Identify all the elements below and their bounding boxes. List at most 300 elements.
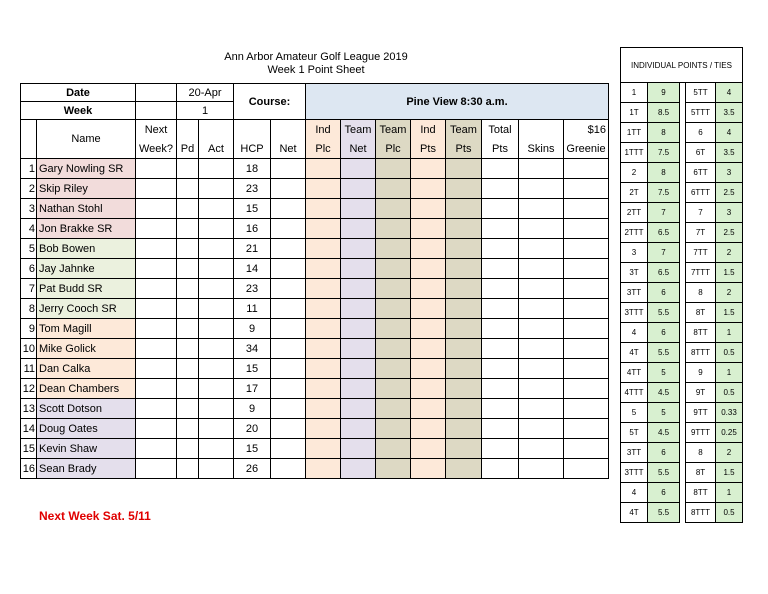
hcp-cell[interactable]: 9 — [234, 319, 271, 339]
net-cell[interactable] — [271, 459, 306, 479]
act-cell[interactable] — [199, 459, 234, 479]
greenie-cell[interactable] — [564, 259, 609, 279]
hcp-cell[interactable]: 26 — [234, 459, 271, 479]
points-place-tie: 5TTT — [686, 103, 716, 123]
ind-pts-cell[interactable] — [411, 159, 446, 179]
skins-cell[interactable] — [519, 459, 564, 479]
act-header: Act — [199, 139, 234, 159]
net-cell[interactable] — [271, 179, 306, 199]
ind-pts-cell[interactable] — [411, 259, 446, 279]
net-cell[interactable] — [271, 399, 306, 419]
pd-cell[interactable] — [177, 399, 199, 419]
ind-pts-cell[interactable] — [411, 199, 446, 219]
total-pts-cell[interactable] — [482, 359, 519, 379]
greenie-header: $16 — [564, 120, 609, 140]
points-value-tie: 1 — [716, 483, 743, 503]
pd-cell[interactable] — [177, 299, 199, 319]
skins-cell[interactable] — [519, 219, 564, 239]
ind-plc-cell[interactable] — [306, 399, 341, 419]
ind-pts-cell[interactable] — [411, 219, 446, 239]
act-cell[interactable] — [199, 339, 234, 359]
player-name: Skip Riley — [37, 179, 136, 199]
player-row — [21, 319, 609, 339]
points-value-tie: 0.25 — [716, 423, 743, 443]
act-cell[interactable] — [199, 419, 234, 439]
team-plc-cell[interactable] — [376, 279, 411, 299]
points-row — [621, 203, 743, 223]
points-place-tie: 9TTT — [686, 423, 716, 443]
hcp-cell[interactable]: 23 — [234, 279, 271, 299]
ind-pts-cell[interactable] — [411, 359, 446, 379]
total-pts-cell[interactable] — [482, 219, 519, 239]
points-place-tie: 9TT — [686, 403, 716, 423]
team-pts-cell[interactable] — [446, 339, 482, 359]
greenie-cell[interactable] — [564, 419, 609, 439]
player-name: Bob Bowen — [37, 239, 136, 259]
player-number: 7 — [21, 279, 37, 299]
points-value-tie: 3 — [716, 163, 743, 183]
greenie-cell[interactable] — [564, 179, 609, 199]
net-cell[interactable] — [271, 339, 306, 359]
skins-cell[interactable] — [519, 399, 564, 419]
date-value[interactable]: 20-Apr — [177, 84, 234, 102]
next-week-cell[interactable] — [136, 339, 177, 359]
player-name: Scott Dotson — [37, 399, 136, 419]
skins-cell[interactable] — [519, 419, 564, 439]
ind-plc-cell[interactable] — [306, 359, 341, 379]
act-cell[interactable] — [199, 179, 234, 199]
player-number: 14 — [21, 419, 37, 439]
next-week-cell[interactable] — [136, 459, 177, 479]
total-pts-cell[interactable] — [482, 279, 519, 299]
team-pts-cell[interactable] — [446, 359, 482, 379]
next-week-cell[interactable] — [136, 379, 177, 399]
hcp-cell[interactable]: 15 — [234, 359, 271, 379]
player-row — [21, 419, 609, 439]
total-pts-header: Total — [482, 120, 519, 140]
greenie-cell[interactable] — [564, 319, 609, 339]
team-pts-cell[interactable] — [446, 219, 482, 239]
hcp-cell[interactable]: 16 — [234, 219, 271, 239]
team-pts-cell[interactable] — [446, 459, 482, 479]
ind-plc-cell[interactable] — [306, 219, 341, 239]
ind-pts-cell[interactable] — [411, 279, 446, 299]
ind-plc-cell[interactable] — [306, 459, 341, 479]
net-cell[interactable] — [271, 299, 306, 319]
ind-pts-cell[interactable] — [411, 419, 446, 439]
player-row — [21, 339, 609, 359]
individual-points-table — [620, 47, 743, 523]
pd-cell[interactable] — [177, 339, 199, 359]
ind-plc-cell[interactable] — [306, 259, 341, 279]
points-value-tie: 1.5 — [716, 303, 743, 323]
greenie-cell[interactable] — [564, 379, 609, 399]
team-plc-cell[interactable] — [376, 319, 411, 339]
team-plc-cell[interactable] — [376, 339, 411, 359]
ind-pts-cell[interactable] — [411, 179, 446, 199]
hcp-cell[interactable]: 18 — [234, 159, 271, 179]
skins-cell[interactable] — [519, 179, 564, 199]
course-label: Course: — [234, 84, 306, 120]
next-week-cell[interactable] — [136, 259, 177, 279]
player-row — [21, 199, 609, 219]
next-week-cell[interactable] — [136, 299, 177, 319]
hcp-cell[interactable]: 21 — [234, 239, 271, 259]
team-plc-header: Team — [376, 120, 411, 140]
greenie-cell[interactable] — [564, 339, 609, 359]
next-week-cell[interactable] — [136, 399, 177, 419]
points-place: 5T — [621, 423, 648, 443]
total-pts-cell[interactable] — [482, 339, 519, 359]
next-week-cell[interactable] — [136, 319, 177, 339]
greenie-cell[interactable] — [564, 399, 609, 419]
act-cell[interactable] — [199, 399, 234, 419]
net-cell[interactable] — [271, 279, 306, 299]
net-cell[interactable] — [271, 259, 306, 279]
greenie-cell[interactable] — [564, 279, 609, 299]
points-row — [621, 243, 743, 263]
net-cell[interactable] — [271, 319, 306, 339]
greenie-cell[interactable] — [564, 239, 609, 259]
act-header-top — [199, 120, 234, 140]
pd-cell[interactable] — [177, 179, 199, 199]
ind-plc-cell[interactable] — [306, 299, 341, 319]
pd-cell[interactable] — [177, 239, 199, 259]
points-place-tie: 8TT — [686, 323, 716, 343]
skins-cell[interactable] — [519, 259, 564, 279]
total-pts-cell[interactable] — [482, 399, 519, 419]
total-pts-cell[interactable] — [482, 379, 519, 399]
total-pts-cell[interactable] — [482, 239, 519, 259]
team-pts-cell[interactable] — [446, 239, 482, 259]
points-row — [621, 463, 743, 483]
next-week-cell[interactable] — [136, 199, 177, 219]
act-cell[interactable] — [199, 319, 234, 339]
points-value-tie: 1.5 — [716, 263, 743, 283]
team-net-cell[interactable] — [341, 199, 376, 219]
team-pts-cell[interactable] — [446, 399, 482, 419]
points-row — [621, 123, 743, 143]
team-net-cell[interactable] — [341, 219, 376, 239]
player-number: 4 — [21, 219, 37, 239]
act-cell[interactable] — [199, 239, 234, 259]
hcp-cell[interactable]: 34 — [234, 339, 271, 359]
player-number: 11 — [21, 359, 37, 379]
next-week-cell[interactable] — [136, 239, 177, 259]
team-pts-cell[interactable] — [446, 159, 482, 179]
total-pts-cell[interactable] — [482, 439, 519, 459]
team-net-cell[interactable] — [341, 399, 376, 419]
points-row — [621, 143, 743, 163]
pd-cell[interactable] — [177, 439, 199, 459]
team-pts-cell[interactable] — [446, 299, 482, 319]
player-name: Pat Budd SR — [37, 279, 136, 299]
points-row — [621, 483, 743, 503]
ind-pts-cell[interactable] — [411, 399, 446, 419]
player-number: 13 — [21, 399, 37, 419]
net-cell[interactable] — [271, 359, 306, 379]
act-cell[interactable] — [199, 259, 234, 279]
course-value[interactable]: Pine View 8:30 a.m. — [306, 84, 609, 120]
player-name: Sean Brady — [37, 459, 136, 479]
pd-cell[interactable] — [177, 459, 199, 479]
next-week-note: Next Week Sat. 5/11 — [39, 509, 151, 523]
team-net-cell[interactable] — [341, 159, 376, 179]
greenie-cell[interactable] — [564, 219, 609, 239]
hcp-cell[interactable]: 9 — [234, 399, 271, 419]
ind-plc-cell[interactable] — [306, 379, 341, 399]
player-number: 6 — [21, 259, 37, 279]
points-row — [621, 263, 743, 283]
player-name: Gary Nowling SR — [37, 159, 136, 179]
hcp-cell[interactable]: 17 — [234, 379, 271, 399]
pd-cell[interactable] — [177, 219, 199, 239]
total-pts-cell[interactable] — [482, 299, 519, 319]
week-value[interactable]: 1 — [177, 102, 234, 120]
player-number: 5 — [21, 239, 37, 259]
greenie-cell[interactable] — [564, 199, 609, 219]
total-pts-cell[interactable] — [482, 419, 519, 439]
act-cell[interactable] — [199, 359, 234, 379]
points-value: 5.5 — [648, 503, 680, 523]
player-number: 16 — [21, 459, 37, 479]
team-pts-cell[interactable] — [446, 199, 482, 219]
point-sheet-table — [20, 83, 609, 479]
team-pts-header-2: Pts — [446, 139, 482, 159]
skins-cell[interactable] — [519, 239, 564, 259]
skins-cell[interactable] — [519, 159, 564, 179]
sheet-title: Ann Arbor Amateur Golf League 2019 — [224, 51, 408, 63]
team-plc-cell[interactable] — [376, 379, 411, 399]
points-place-tie: 8T — [686, 303, 716, 323]
pd-header-top — [177, 120, 199, 140]
team-net-cell[interactable] — [341, 259, 376, 279]
points-value-tie: 2.5 — [716, 223, 743, 243]
ind-pts-cell[interactable] — [411, 459, 446, 479]
player-number: 9 — [21, 319, 37, 339]
pd-cell[interactable] — [177, 159, 199, 179]
team-pts-cell[interactable] — [446, 419, 482, 439]
pd-cell[interactable] — [177, 279, 199, 299]
greenie-cell[interactable] — [564, 359, 609, 379]
next-week-cell[interactable] — [136, 359, 177, 379]
skins-cell[interactable] — [519, 439, 564, 459]
team-pts-cell[interactable] — [446, 259, 482, 279]
player-name: Dean Chambers — [37, 379, 136, 399]
team-pts-cell[interactable] — [446, 379, 482, 399]
points-value: 7 — [648, 243, 680, 263]
act-cell[interactable] — [199, 219, 234, 239]
ind-plc-cell[interactable] — [306, 159, 341, 179]
ind-plc-cell[interactable] — [306, 279, 341, 299]
ind-plc-cell[interactable] — [306, 339, 341, 359]
act-cell[interactable] — [199, 299, 234, 319]
skins-cell[interactable] — [519, 279, 564, 299]
act-cell[interactable] — [199, 199, 234, 219]
team-plc-cell[interactable] — [376, 159, 411, 179]
ind-pts-cell[interactable] — [411, 239, 446, 259]
points-place: 1 — [621, 83, 648, 103]
points-place: 4 — [621, 323, 648, 343]
team-plc-cell[interactable] — [376, 459, 411, 479]
pd-cell[interactable] — [177, 359, 199, 379]
net-cell[interactable] — [271, 419, 306, 439]
ind-plc-cell[interactable] — [306, 319, 341, 339]
team-plc-cell[interactable] — [376, 299, 411, 319]
sheet-subtitle: Week 1 Point Sheet — [267, 64, 365, 76]
greenie-cell[interactable] — [564, 299, 609, 319]
greenie-cell[interactable] — [564, 439, 609, 459]
team-pts-header: Team — [446, 120, 482, 140]
team-plc-cell[interactable] — [376, 359, 411, 379]
points-row — [621, 363, 743, 383]
points-place: 4T — [621, 503, 648, 523]
net-cell[interactable] — [271, 199, 306, 219]
name-header: Name — [37, 120, 136, 159]
next-week-cell[interactable] — [136, 279, 177, 299]
points-place: 3TT — [621, 283, 648, 303]
team-net-cell[interactable] — [341, 279, 376, 299]
points-place: 2T — [621, 183, 648, 203]
team-net-cell[interactable] — [341, 339, 376, 359]
points-value-tie: 1 — [716, 323, 743, 343]
team-net-cell[interactable] — [341, 379, 376, 399]
next-week-cell[interactable] — [136, 419, 177, 439]
net-cell[interactable] — [271, 159, 306, 179]
next-week-cell[interactable] — [136, 439, 177, 459]
next-week-cell[interactable] — [136, 219, 177, 239]
act-cell[interactable] — [199, 279, 234, 299]
hcp-cell[interactable]: 15 — [234, 199, 271, 219]
points-place: 4T — [621, 343, 648, 363]
next-week-cell[interactable] — [136, 179, 177, 199]
skins-cell[interactable] — [519, 339, 564, 359]
team-plc-cell[interactable] — [376, 239, 411, 259]
player-name: Nathan Stohl — [37, 199, 136, 219]
team-net-cell[interactable] — [341, 299, 376, 319]
total-pts-cell[interactable] — [482, 199, 519, 219]
team-net-cell[interactable] — [341, 419, 376, 439]
points-value-tie: 4 — [716, 83, 743, 103]
team-plc-cell[interactable] — [376, 259, 411, 279]
ind-pts-cell[interactable] — [411, 439, 446, 459]
ind-plc-cell[interactable] — [306, 239, 341, 259]
points-place-tie: 8TTT — [686, 343, 716, 363]
skins-cell[interactable] — [519, 299, 564, 319]
team-plc-cell[interactable] — [376, 399, 411, 419]
team-pts-cell[interactable] — [446, 439, 482, 459]
act-cell[interactable] — [199, 439, 234, 459]
ind-plc-cell[interactable] — [306, 179, 341, 199]
team-pts-cell[interactable] — [446, 279, 482, 299]
net-cell[interactable] — [271, 439, 306, 459]
points-place-tie: 8TTT — [686, 503, 716, 523]
total-pts-cell[interactable] — [482, 159, 519, 179]
pd-cell[interactable] — [177, 199, 199, 219]
greenie-cell[interactable] — [564, 459, 609, 479]
points-value: 5.5 — [648, 343, 680, 363]
next-week-cell[interactable] — [136, 159, 177, 179]
ind-plc-cell[interactable] — [306, 199, 341, 219]
hcp-header-top — [234, 120, 271, 140]
player-name: Doug Oates — [37, 419, 136, 439]
hcp-cell[interactable]: 15 — [234, 439, 271, 459]
player-row — [21, 299, 609, 319]
player-name: Jay Jahnke — [37, 259, 136, 279]
net-cell[interactable] — [271, 379, 306, 399]
team-net-cell[interactable] — [341, 439, 376, 459]
net-cell[interactable] — [271, 239, 306, 259]
hcp-cell[interactable]: 23 — [234, 179, 271, 199]
team-net-header-2: Net — [341, 139, 376, 159]
points-value-tie: 0.5 — [716, 383, 743, 403]
player-number: 1 — [21, 159, 37, 179]
player-name: Tom Magill — [37, 319, 136, 339]
ind-pts-cell[interactable] — [411, 299, 446, 319]
points-place: 5 — [621, 403, 648, 423]
act-cell[interactable] — [199, 379, 234, 399]
team-pts-cell[interactable] — [446, 319, 482, 339]
week-label: Week — [21, 102, 136, 120]
team-net-cell[interactable] — [341, 459, 376, 479]
pd-cell[interactable] — [177, 259, 199, 279]
hcp-cell[interactable]: 20 — [234, 419, 271, 439]
player-row — [21, 259, 609, 279]
team-plc-cell[interactable] — [376, 179, 411, 199]
ind-plc-cell[interactable] — [306, 419, 341, 439]
pd-cell[interactable] — [177, 319, 199, 339]
ind-pts-cell[interactable] — [411, 319, 446, 339]
greenie-cell[interactable] — [564, 159, 609, 179]
team-plc-cell[interactable] — [376, 219, 411, 239]
act-cell[interactable] — [199, 159, 234, 179]
skins-cell[interactable] — [519, 319, 564, 339]
net-cell[interactable] — [271, 219, 306, 239]
points-value: 6 — [648, 323, 680, 343]
ind-plc-cell[interactable] — [306, 439, 341, 459]
pd-cell[interactable] — [177, 419, 199, 439]
team-plc-cell[interactable] — [376, 439, 411, 459]
total-pts-cell[interactable] — [482, 319, 519, 339]
points-row — [621, 323, 743, 343]
ind-pts-header-2: Pts — [411, 139, 446, 159]
points-row — [621, 423, 743, 443]
team-pts-cell[interactable] — [446, 179, 482, 199]
total-pts-cell[interactable] — [482, 259, 519, 279]
skins-cell[interactable] — [519, 379, 564, 399]
hcp-cell[interactable]: 11 — [234, 299, 271, 319]
date-label: Date — [21, 84, 136, 102]
skins-cell[interactable] — [519, 359, 564, 379]
player-number: 2 — [21, 179, 37, 199]
team-net-cell[interactable] — [341, 319, 376, 339]
team-plc-cell[interactable] — [376, 199, 411, 219]
total-pts-cell[interactable] — [482, 179, 519, 199]
team-net-cell[interactable] — [341, 359, 376, 379]
points-value: 5 — [648, 363, 680, 383]
hcp-cell[interactable]: 14 — [234, 259, 271, 279]
team-net-cell[interactable] — [341, 179, 376, 199]
points-value: 8.5 — [648, 103, 680, 123]
team-net-cell[interactable] — [341, 239, 376, 259]
team-plc-cell[interactable] — [376, 419, 411, 439]
skins-cell[interactable] — [519, 199, 564, 219]
points-place-tie: 9T — [686, 383, 716, 403]
pd-cell[interactable] — [177, 379, 199, 399]
total-pts-cell[interactable] — [482, 459, 519, 479]
ind-pts-cell[interactable] — [411, 339, 446, 359]
ind-pts-cell[interactable] — [411, 379, 446, 399]
